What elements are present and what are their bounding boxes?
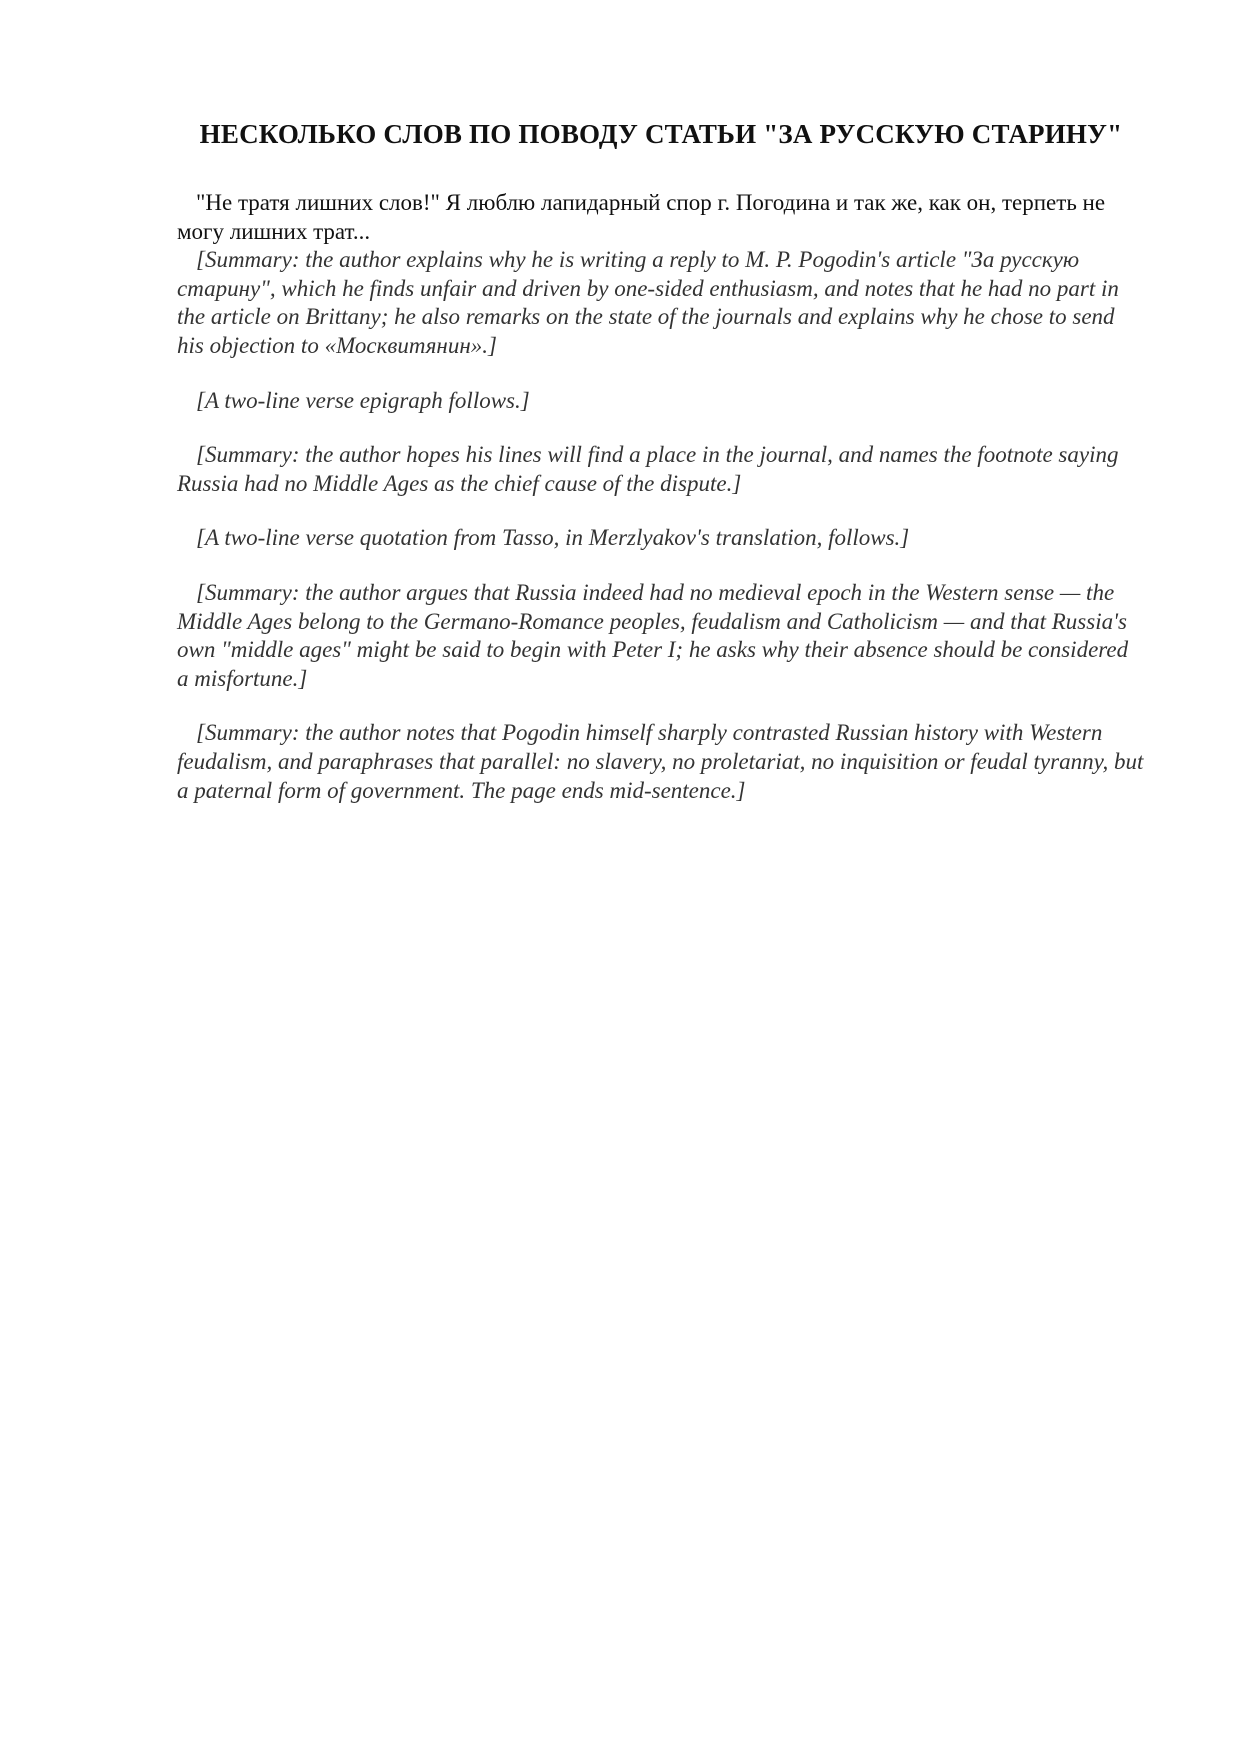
document-page [177, 118, 1145, 1678]
section-epigraph-note [177, 387, 1145, 416]
section-tasso-note [177, 524, 1145, 553]
document-title: НЕСКОЛЬКО СЛОВ ПО ПОВОДУ СТАТЬИ "ЗА РУССКУЮ СТАРИНУ" [199, 119, 1123, 149]
epigraph-summary: [A two-line verse epigraph follows.] [196, 387, 530, 413]
opening-excerpt: "Не тратя лишних слов!" Я люблю лапидарный спор г. Погодина и так же, как он, терпеть не могу лишних трат... [177, 190, 1106, 244]
section-main-cause [177, 441, 1145, 498]
section-middle-ages [177, 579, 1145, 693]
parallel-summary: [Summary: the author notes that Pogodin himself sharply contrasted Russian history with Western feudalism, and paraphrases that parallel: no slavery, no proletariat, no inquisition or feudal tyranny, but a paternal form of government. The page ends mid-sentence.] [177, 720, 1144, 803]
main-cause-summary: [Summary: the author hopes his lines will find a place in the journal, and names the footnote saying Russia had no Middle Ages as the chief cause of the dispute.] [177, 442, 1119, 496]
introduction-summary: [Summary: the author explains why he is writing a reply to M. P. Pogodin's article "За русскую старину", which he finds unfair and driven by one-sided enthusiasm, and notes that he had no part in the article on Brittany; he also remarks on the state of the journals and explains why he chose to send his objection to «Москвитянин».] [177, 247, 1119, 358]
section-pogodin-parallel [177, 719, 1145, 805]
middle-ages-summary: [Summary: the author argues that Russia indeed had no medieval epoch in the Western sense — the Middle Ages belong to the Germano-Romance peoples, feudalism and Catholicism — and that Russia's own "middle ages" might be said to begin with Peter I; he asks why their absence should be considered a misfortune.] [177, 579, 1129, 691]
tasso-summary: [A two-line verse quotation from Tasso, in Merzlyakov's translation, follows.] [196, 525, 910, 551]
section-introduction [177, 189, 1145, 361]
